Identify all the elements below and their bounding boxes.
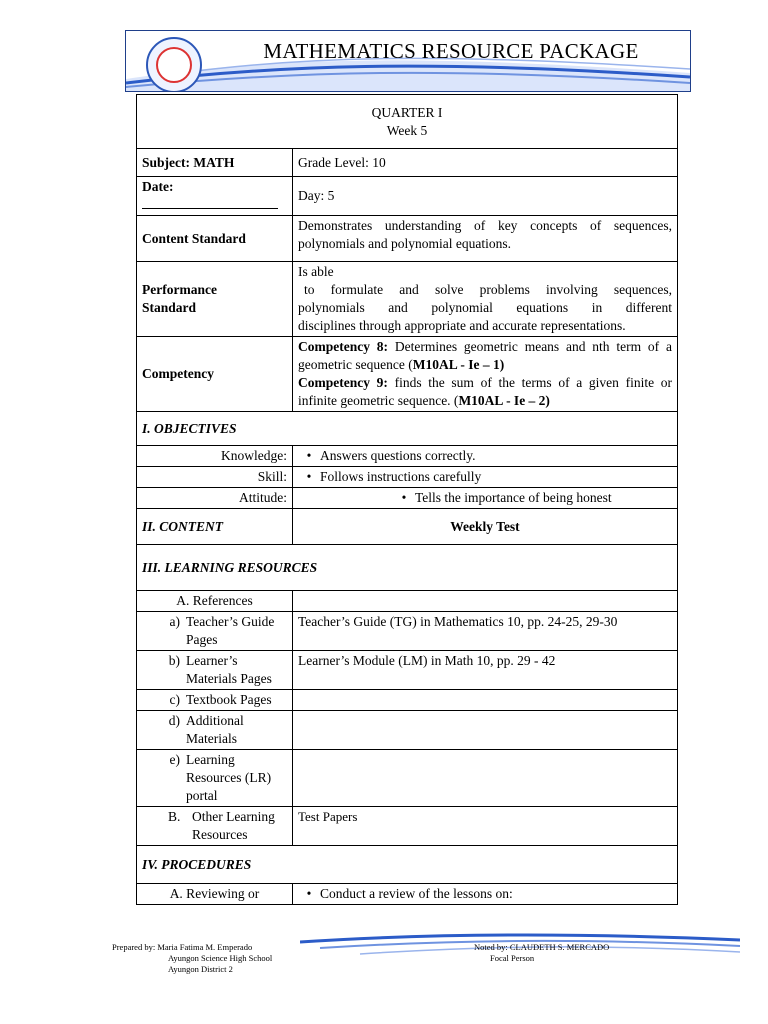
- content-heading: II. CONTENT: [137, 509, 293, 545]
- content-standard-text: Demonstrates understanding of key concepts of sequences, polynomials and polynomial equations.: [293, 216, 678, 262]
- subject-cell: Subject: MATH: [137, 149, 293, 177]
- skill-value: • Follows instructions carefully: [293, 467, 678, 488]
- attitude-value: • Tells the importance of being honest: [293, 488, 678, 509]
- ref-d-value: [293, 711, 678, 750]
- reviewing-label: A. Reviewing or: [137, 884, 293, 905]
- content-value: Weekly Test: [293, 509, 678, 545]
- page-title: MATHEMATICS RESOURCE PACKAGE: [263, 39, 639, 63]
- footer-noted-by: Noted by: CLAUDETH S. MERCADO Focal Person: [474, 942, 610, 963]
- quarter-cell: [137, 95, 678, 149]
- day-cell: Day: 5: [293, 177, 678, 216]
- ref-c-label: c) Textbook Pages: [137, 690, 293, 711]
- knowledge-label: Knowledge:: [137, 446, 293, 467]
- reviewing-value: • Conduct a review of the lessons on:: [293, 884, 678, 905]
- objectives-heading: I. OBJECTIVES: [137, 412, 678, 446]
- ref-b-label: b) Learner’s Materials Pages: [137, 651, 293, 690]
- references-label: A. References: [137, 591, 293, 612]
- other-resources-value: Test Papers: [293, 807, 678, 846]
- procedures-heading: IV. PROCEDURES: [137, 846, 678, 884]
- skill-label: Skill:: [137, 467, 293, 488]
- ref-a-label: a) Teacher’s Guide Pages: [137, 612, 293, 651]
- competency-text: Competency 8: Determines geometric means and nth term of a geometric sequence (M10AL - Ie – 1) Competency 9: finds the sum of the terms of a given finite or infinite geometric sequence. (M10AL - Ie – 2): [293, 337, 678, 412]
- header-banner: [125, 30, 691, 92]
- ref-e-label: e) Learning Resources (LR) portal: [137, 750, 293, 807]
- ref-c-value: [293, 690, 678, 711]
- quarter-title: QUARTER I: [371, 104, 443, 120]
- ref-d-label: d) Additional Materials: [137, 711, 293, 750]
- deped-seal-icon: [146, 37, 202, 92]
- knowledge-value: • Answers questions correctly.: [293, 446, 678, 467]
- grade-level-cell: Grade Level: 10: [293, 149, 678, 177]
- lesson-plan-table: [136, 94, 678, 905]
- date-label: Date:: [142, 179, 174, 194]
- quarter-week: Week 5: [386, 122, 428, 138]
- ref-e-value: [293, 750, 678, 807]
- content-standard-label: Content Standard: [137, 216, 293, 262]
- ref-a-value: Teacher’s Guide (TG) in Mathematics 10, pp. 24-25, 29-30: [293, 612, 678, 651]
- other-resources-label: B. Other Learning Resources: [137, 807, 293, 846]
- attitude-label: Attitude:: [137, 488, 293, 509]
- references-value: [293, 591, 678, 612]
- performance-standard-text: Is able to formulate and solve problems involving sequences, polynomials and polynomial equations in different disciplines through appropriate and accurate representations.: [293, 262, 678, 337]
- footer-prepared-by: Prepared by: Maria Fatima M. Emperado Ayungon Science High School Ayungon District 2: [112, 942, 273, 974]
- date-cell: [137, 177, 293, 216]
- performance-standard-label: Performance Standard: [137, 262, 293, 337]
- ref-b-value: Learner’s Module (LM) in Math 10, pp. 29 - 42: [293, 651, 678, 690]
- learning-resources-heading: III. LEARNING RESOURCES: [137, 545, 678, 591]
- date-blank-line: [142, 198, 278, 209]
- competency-label: Competency: [137, 337, 293, 412]
